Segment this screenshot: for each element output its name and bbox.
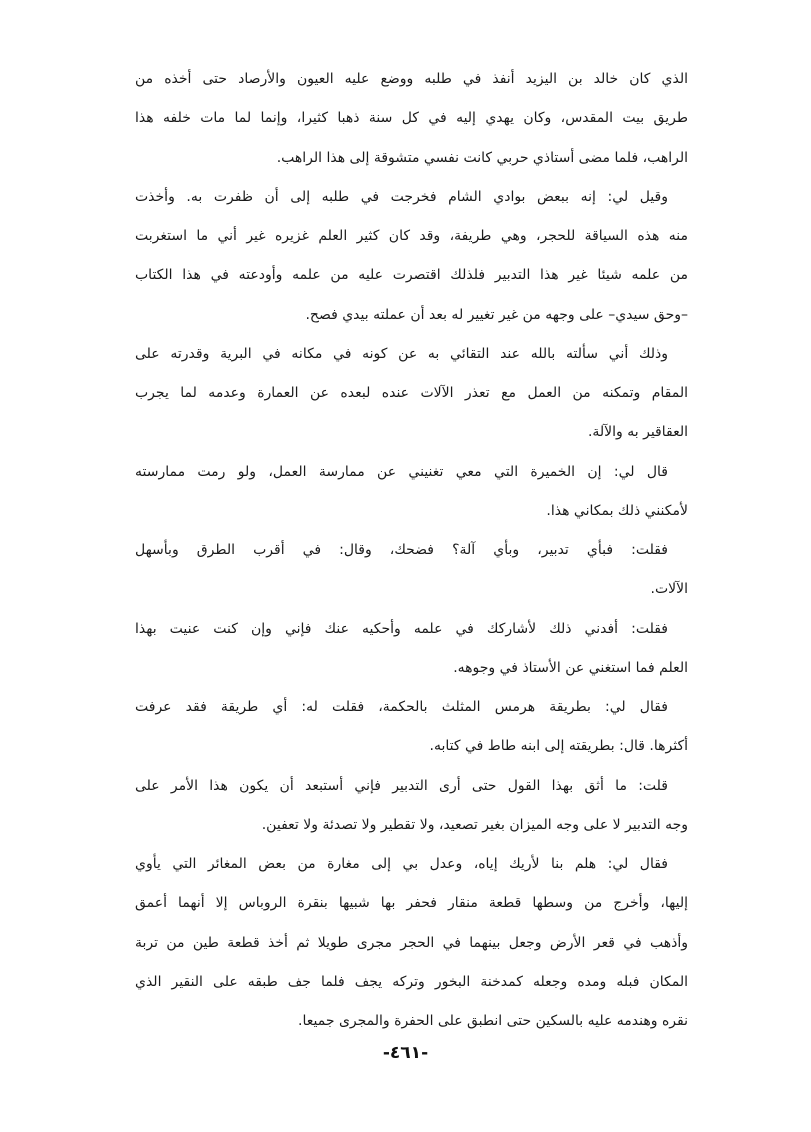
paragraph [135, 767, 688, 846]
text-line: وذلك أني سألته بالله عند التقائي به عن كونه في مكانه في البرية وقدرته على [135, 345, 668, 362]
text-line: قال لي: إن الخميرة التي معي تغنيني عن ممارسة العمل، ولو رمت ممارسته [135, 463, 668, 480]
text-line: فقال لي: هلم بنا لأريك إياه، وعدل بي إلى مغارة من بعض المغائر التي يأوي [135, 856, 668, 872]
text-line: العلم فما استغني عن الأستاذ في وجوهه. [453, 659, 688, 676]
text-line: من علمه شيئا غير هذا التدبير فلذلك اقتصرت عليه من علمه وأودعته في هذا الكتاب [135, 267, 688, 284]
text-line: فقلت: فبأي تدبير، وبأي آلة؟ فضحك، وقال: في أقرب الطرق وبأسهل [135, 542, 668, 558]
text-line: الراهب، فلما مضى أستاذي حربي كانت نفسي متشوقة إلى هذا الراهب. [276, 149, 688, 166]
paragraph [135, 845, 688, 1041]
text-line: –وحق سيدي– على وجهه من غير تغيير له بعد أن عملته بيدي فصح. [305, 306, 688, 323]
paragraph [135, 335, 688, 453]
text-line: الآلات. [650, 581, 688, 598]
text-line: فقلت: أفدني ذلك لأشاركك في علمه وأحكيه عنك فإني وإن كنت عنيت بهذا [135, 620, 668, 637]
text-line: نقره وهندمه عليه بالسكين حتى انطبق على الحفرة والمجرى جميعا. [298, 1013, 688, 1029]
paragraph [135, 688, 688, 767]
text-line: منه هذه السياقة للحجر، وهي طريفة، وقد كان كثير العلم غزيره غير أني ما استغربت [135, 228, 688, 244]
text-line: وجه التدبير لا على وجه الميزان بغير تصعيد، ولا تقطير ولا تصدئة ولا تعفين. [261, 816, 688, 833]
text-line: وقيل لي: إنه ببعض بوادي الشام فخرجت في طلبه إلى أن ظفرت به. وأخذت [135, 188, 668, 205]
page-number: -٤٦١- [382, 1043, 429, 1063]
text-line: طريق بيت المقدس، وكان يهدي إليه في كل سنة ذهبا كثيرا، وإنما لما مات خلفه هذا [135, 110, 688, 127]
paragraph [135, 610, 688, 689]
body-text [135, 60, 688, 1041]
text-line: المقام وتمكنه من العمل مع تعذر الآلات عنده لبعده عن العمارة وعدمه لما يجرب [135, 385, 688, 401]
paragraph [135, 60, 688, 178]
text-line: لأمكنني ذلك بمكاني هذا. [546, 502, 688, 519]
text-line: وأذهب في قعر الأرض وجعل بينهما في الحجر مجرى طويلا ثم أخذ قطعة طين من تربة [135, 934, 688, 951]
text-line: أكثرها. قال: بطريقته إلى ابنه طاط في كتابه. [429, 738, 688, 755]
paragraph [135, 178, 688, 335]
text-line: فقال لي: بطريقة هرمس المثلث بالحكمة، فقلت له: أي طريقة فقد عرفت [135, 699, 668, 715]
paragraph [135, 453, 688, 532]
paragraph [135, 531, 688, 610]
text-line: الذي كان خالد بن اليزيد أنفذ في طلبه ووضع عليه العيون والأرصاد حتى أخذه من [135, 71, 688, 87]
text-line: العقاقير به والآلة. [587, 424, 688, 441]
text-line: قلت: ما أثق بهذا القول حتى أرى التدبير فإني أستبعد أن يكون هذا الأمر على [135, 777, 668, 794]
text-line: إليها، وأخرج من وسطها قطعة منقار فحفر بها شبيها بنقرة الروباس إلا أنهما أعمق [135, 895, 688, 912]
text-line: المكان فبله ومده وجعله كمدخنة البخور وتركه يجف فلما جف طبقه على النقير الذي [135, 973, 688, 990]
